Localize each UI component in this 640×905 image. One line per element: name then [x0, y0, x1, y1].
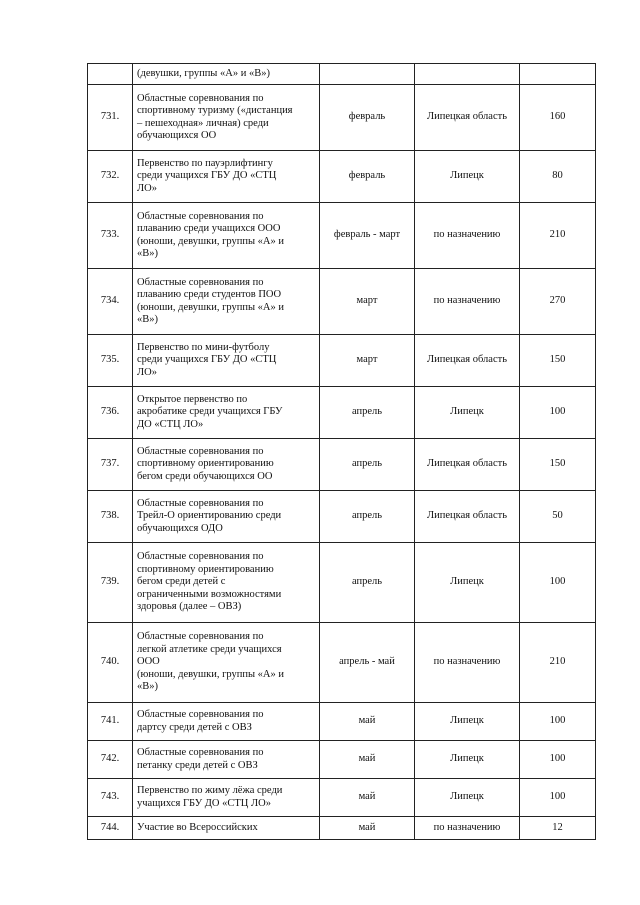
event-name: Областные соревнования по спортивному туризму («дистанция – пешеходная» личная) среди обучающихся ОО: [133, 85, 320, 151]
participant-count: 100: [520, 741, 596, 779]
events-table: [87, 63, 596, 840]
event-term: март: [320, 335, 415, 387]
event-place: Липецк: [415, 543, 520, 623]
event-term: март: [320, 269, 415, 335]
row-number: 731.: [88, 85, 133, 151]
event-name: Областные соревнования по Трейл-О ориентированию среди обучающихся ОДО: [133, 491, 320, 543]
participant-count: 50: [520, 491, 596, 543]
table-row: [88, 439, 596, 491]
table-row: [88, 269, 596, 335]
event-place: [415, 64, 520, 85]
row-number: [88, 64, 133, 85]
event-place: по назначению: [415, 203, 520, 269]
event-place: Липецк: [415, 779, 520, 817]
event-place: по назначению: [415, 623, 520, 703]
event-place: Липецкая область: [415, 335, 520, 387]
event-term: май: [320, 703, 415, 741]
event-name: Областные соревнования по дартсу среди детей с ОВЗ: [133, 703, 320, 741]
event-place: по назначению: [415, 817, 520, 840]
row-number: 735.: [88, 335, 133, 387]
event-name: Областные соревнования по петанку среди детей с ОВЗ: [133, 741, 320, 779]
row-number: 738.: [88, 491, 133, 543]
row-number: 742.: [88, 741, 133, 779]
event-term: апрель: [320, 491, 415, 543]
table-row: [88, 817, 596, 840]
event-name: Областные соревнования по плаванию среди студентов ПОО (юноши, девушки, группы «А» и «В»): [133, 269, 320, 335]
row-number: 743.: [88, 779, 133, 817]
event-place: Липецк: [415, 741, 520, 779]
participant-count: 100: [520, 387, 596, 439]
event-term: февраль - март: [320, 203, 415, 269]
event-place: Липецкая область: [415, 491, 520, 543]
event-term: февраль: [320, 151, 415, 203]
table-row: [88, 703, 596, 741]
event-name: Областные соревнования по легкой атлетике среди учащихся ООО (юноши, девушки, группы «А» и «В»): [133, 623, 320, 703]
event-place: Липецкая область: [415, 439, 520, 491]
table-row: [88, 623, 596, 703]
table-row: [88, 543, 596, 623]
participant-count: [520, 64, 596, 85]
event-name: Открытое первенство по акробатике среди учащихся ГБУ ДО «СТЦ ЛО»: [133, 387, 320, 439]
table-row: [88, 491, 596, 543]
event-term: февраль: [320, 85, 415, 151]
event-term: май: [320, 779, 415, 817]
event-place: Липецк: [415, 151, 520, 203]
event-term: апрель - май: [320, 623, 415, 703]
participant-count: 100: [520, 543, 596, 623]
row-number: 741.: [88, 703, 133, 741]
event-name: Первенство по мини-футболу среди учащихся ГБУ ДО «СТЦ ЛО»: [133, 335, 320, 387]
row-number: 736.: [88, 387, 133, 439]
table-row: [88, 779, 596, 817]
row-number: 744.: [88, 817, 133, 840]
participant-count: 100: [520, 779, 596, 817]
row-number: 734.: [88, 269, 133, 335]
event-term: апрель: [320, 439, 415, 491]
participant-count: 160: [520, 85, 596, 151]
table-row: [88, 741, 596, 779]
table-row: [88, 85, 596, 151]
table-row: [88, 151, 596, 203]
event-term: апрель: [320, 387, 415, 439]
event-place: Липецкая область: [415, 85, 520, 151]
row-number: 737.: [88, 439, 133, 491]
table-row: [88, 64, 596, 85]
participant-count: 80: [520, 151, 596, 203]
event-name: Участие во Всероссийских: [133, 817, 320, 840]
participant-count: 12: [520, 817, 596, 840]
event-term: май: [320, 741, 415, 779]
event-name: Первенство по пауэрлифтингу среди учащихся ГБУ ДО «СТЦ ЛО»: [133, 151, 320, 203]
participant-count: 210: [520, 203, 596, 269]
participant-count: 270: [520, 269, 596, 335]
row-number: 739.: [88, 543, 133, 623]
row-number: 733.: [88, 203, 133, 269]
table-row: [88, 387, 596, 439]
participant-count: 150: [520, 439, 596, 491]
event-name: Областные соревнования по плаванию среди учащихся ООО (юноши, девушки, группы «А» и «В»): [133, 203, 320, 269]
table-row: [88, 335, 596, 387]
row-number: 732.: [88, 151, 133, 203]
participant-count: 150: [520, 335, 596, 387]
event-place: Липецк: [415, 387, 520, 439]
event-place: по назначению: [415, 269, 520, 335]
event-term: [320, 64, 415, 85]
event-name: Областные соревнования по спортивному ориентированию бегом среди детей с ограниченными возможностями здоровья (далее – ОВЗ): [133, 543, 320, 623]
event-name: Областные соревнования по спортивному ориентированию бегом среди обучающихся ОО: [133, 439, 320, 491]
event-name: (девушки, группы «А» и «В»): [133, 64, 320, 85]
participant-count: 100: [520, 703, 596, 741]
event-term: май: [320, 817, 415, 840]
event-place: Липецк: [415, 703, 520, 741]
event-name: Первенство по жиму лёжа среди учащихся ГБУ ДО «СТЦ ЛО»: [133, 779, 320, 817]
row-number: 740.: [88, 623, 133, 703]
table-row: [88, 203, 596, 269]
event-term: апрель: [320, 543, 415, 623]
participant-count: 210: [520, 623, 596, 703]
